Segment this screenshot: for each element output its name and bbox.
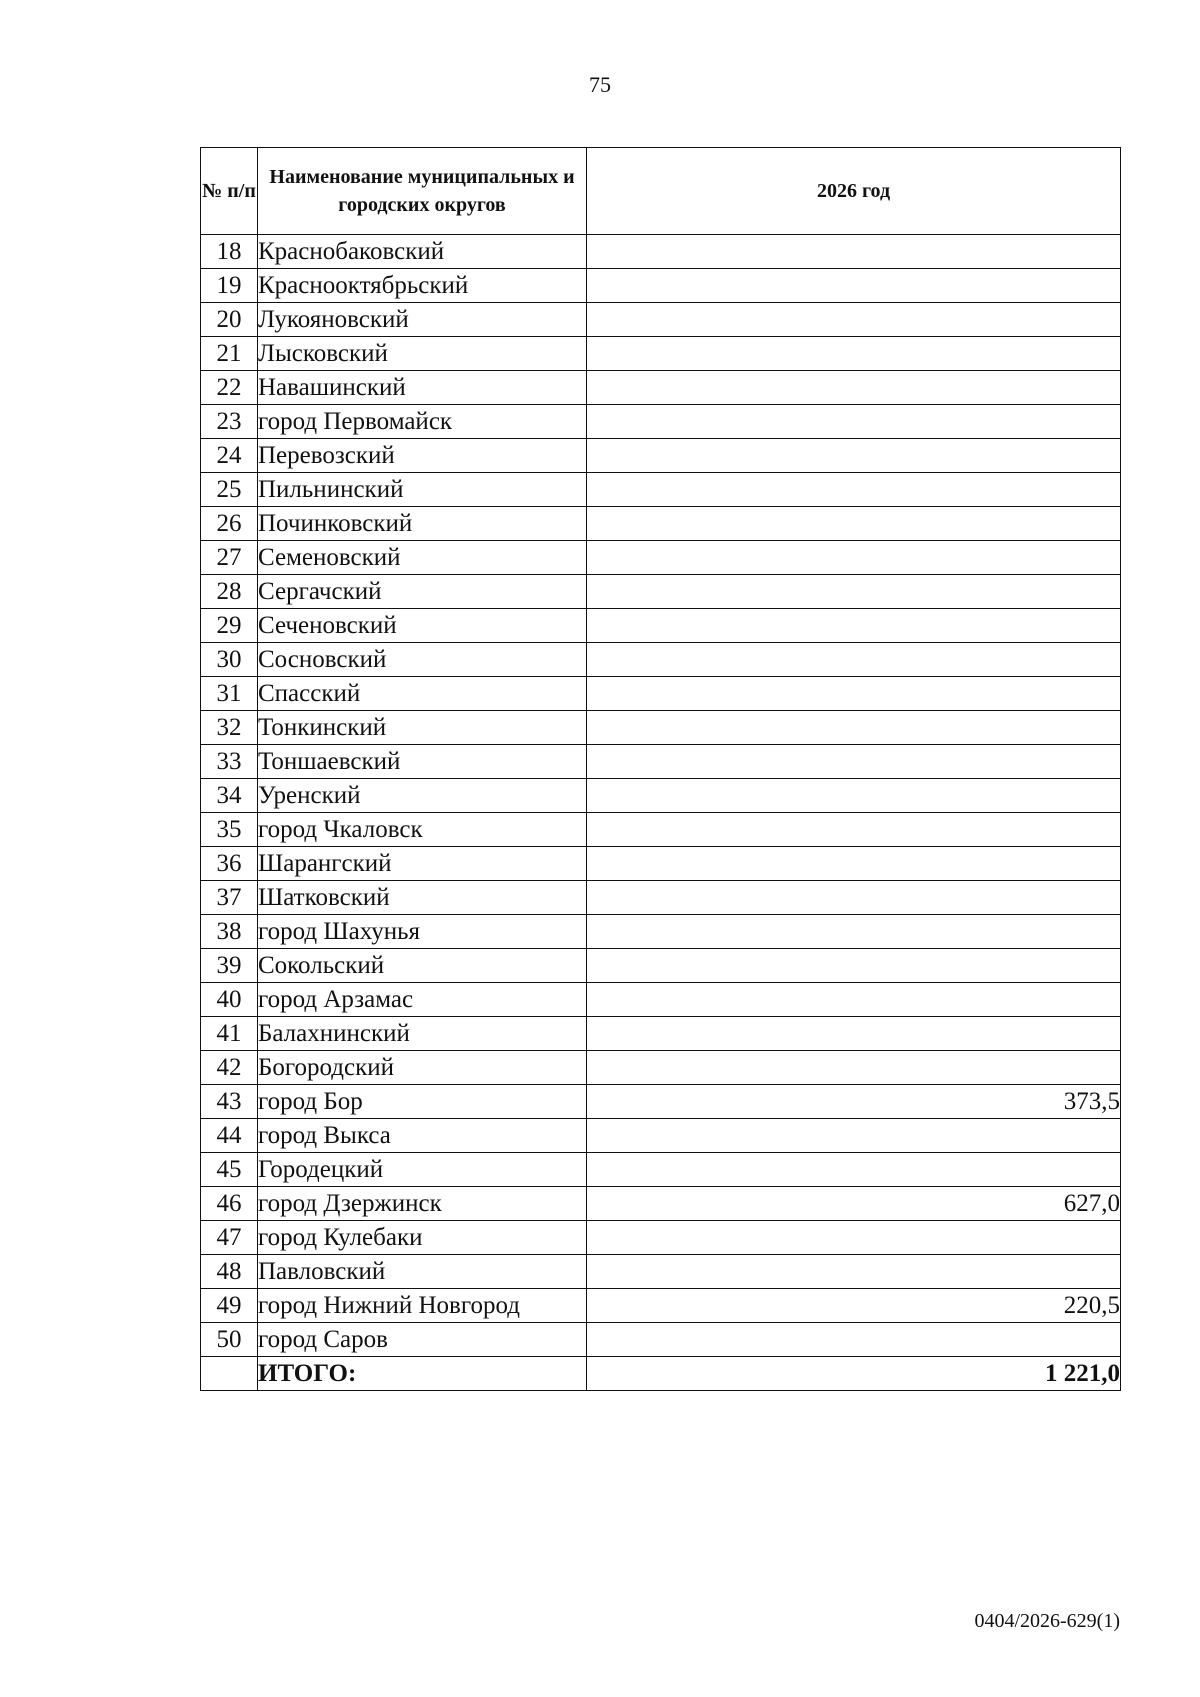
municipality-name-cell: Тонкинский (258, 711, 587, 745)
row-number-cell: 31 (201, 677, 258, 711)
row-number-cell: 34 (201, 779, 258, 813)
municipality-name-cell: Краснобаковский (258, 235, 587, 269)
table-row (201, 1187, 1121, 1221)
row-number-cell: 43 (201, 1085, 258, 1119)
table-row (201, 1323, 1121, 1357)
row-number-cell: 50 (201, 1323, 258, 1357)
municipality-name-cell: Павловский (258, 1255, 587, 1289)
municipality-name-cell: город Чкаловск (258, 813, 587, 847)
municipality-name-cell: Сергачский (258, 575, 587, 609)
municipality-name-cell: Сокольский (258, 949, 587, 983)
row-number-cell: 28 (201, 575, 258, 609)
municipality-name-cell: Шатковский (258, 881, 587, 915)
municipality-name-cell: Семеновский (258, 541, 587, 575)
row-number-cell: 47 (201, 1221, 258, 1255)
row-number-cell: 37 (201, 881, 258, 915)
table-row (201, 473, 1121, 507)
value-2026-cell (587, 983, 1121, 1017)
header-year: 2026 год (587, 148, 1121, 235)
table-row (201, 575, 1121, 609)
table-row (201, 337, 1121, 371)
row-number-cell: 35 (201, 813, 258, 847)
value-2026-cell (587, 779, 1121, 813)
value-2026-cell (587, 235, 1121, 269)
table-row (201, 1255, 1121, 1289)
row-number-cell: 45 (201, 1153, 258, 1187)
table-row (201, 235, 1121, 269)
table-row (201, 1119, 1121, 1153)
value-2026-cell (587, 337, 1121, 371)
table-row (201, 949, 1121, 983)
row-number-cell: 48 (201, 1255, 258, 1289)
row-number-cell: 22 (201, 371, 258, 405)
table-row (201, 541, 1121, 575)
value-2026-cell: 220,5 (587, 1289, 1121, 1323)
row-number-cell: 20 (201, 303, 258, 337)
value-2026-cell (587, 949, 1121, 983)
row-number-cell: 41 (201, 1017, 258, 1051)
row-number-cell: 44 (201, 1119, 258, 1153)
row-number-cell: 21 (201, 337, 258, 371)
row-number-cell: 49 (201, 1289, 258, 1323)
table-row (201, 643, 1121, 677)
table-row (201, 779, 1121, 813)
value-2026-cell (587, 541, 1121, 575)
table-row (201, 371, 1121, 405)
total-value: 1 221,0 (587, 1357, 1121, 1391)
municipality-name-cell: Сосновский (258, 643, 587, 677)
municipality-name-cell: город Бор (258, 1085, 587, 1119)
municipality-name-cell: Сеченовский (258, 609, 587, 643)
value-2026-cell (587, 371, 1121, 405)
row-number-cell: 27 (201, 541, 258, 575)
table-row (201, 745, 1121, 779)
municipality-name-cell: Краснооктябрьский (258, 269, 587, 303)
table-row (201, 507, 1121, 541)
value-2026-cell (587, 1051, 1121, 1085)
row-number-cell: 33 (201, 745, 258, 779)
value-2026-cell (587, 1017, 1121, 1051)
header-name: Наименование муниципальных и городских округов (258, 148, 587, 235)
table-header (201, 148, 1121, 235)
total-row (201, 1357, 1121, 1391)
value-2026-cell (587, 915, 1121, 949)
value-2026-cell (587, 1119, 1121, 1153)
table-row (201, 1289, 1121, 1323)
municipal-table (200, 147, 1121, 1391)
value-2026-cell (587, 507, 1121, 541)
value-2026-cell (587, 269, 1121, 303)
value-2026-cell (587, 439, 1121, 473)
municipality-name-cell: город Дзержинск (258, 1187, 587, 1221)
value-2026-cell (587, 1221, 1121, 1255)
row-number-cell: 19 (201, 269, 258, 303)
municipality-name-cell: город Арзамас (258, 983, 587, 1017)
table-row (201, 847, 1121, 881)
value-2026-cell (587, 609, 1121, 643)
municipality-name-cell: город Нижний Новгород (258, 1289, 587, 1323)
row-number-cell: 40 (201, 983, 258, 1017)
table-row (201, 711, 1121, 745)
table-row (201, 405, 1121, 439)
table-row (201, 1051, 1121, 1085)
table-row (201, 677, 1121, 711)
table-row (201, 1085, 1121, 1119)
value-2026-cell (587, 1323, 1121, 1357)
value-2026-cell (587, 575, 1121, 609)
row-number-cell: 46 (201, 1187, 258, 1221)
table-row (201, 1221, 1121, 1255)
row-number-cell: 26 (201, 507, 258, 541)
municipality-name-cell: Лысковский (258, 337, 587, 371)
municipality-name-cell: Навашинский (258, 371, 587, 405)
table-row (201, 983, 1121, 1017)
document-code: 0404/2026-629(1) (974, 1610, 1120, 1632)
municipality-name-cell: Городецкий (258, 1153, 587, 1187)
row-number-cell: 18 (201, 235, 258, 269)
municipality-name-cell: Спасский (258, 677, 587, 711)
value-2026-cell (587, 711, 1121, 745)
value-2026-cell (587, 677, 1121, 711)
header-num: № п/п (201, 148, 258, 235)
table-row (201, 813, 1121, 847)
page-number: 75 (589, 72, 611, 97)
value-2026-cell (587, 847, 1121, 881)
row-number-cell: 42 (201, 1051, 258, 1085)
row-number-cell: 38 (201, 915, 258, 949)
table-body (201, 235, 1121, 1391)
value-2026-cell (587, 303, 1121, 337)
municipality-name-cell: Балахнинский (258, 1017, 587, 1051)
value-2026-cell (587, 1255, 1121, 1289)
header-row (201, 148, 1121, 235)
table-row (201, 881, 1121, 915)
value-2026-cell (587, 473, 1121, 507)
row-number-cell: 36 (201, 847, 258, 881)
municipality-name-cell: город Саров (258, 1323, 587, 1357)
table-row (201, 915, 1121, 949)
value-2026-cell (587, 813, 1121, 847)
total-num-cell (201, 1357, 258, 1391)
table-row (201, 1153, 1121, 1187)
table-row (201, 609, 1121, 643)
municipality-name-cell: Перевозский (258, 439, 587, 473)
municipality-name-cell: Пильнинский (258, 473, 587, 507)
row-number-cell: 23 (201, 405, 258, 439)
municipality-name-cell: Тоншаевский (258, 745, 587, 779)
municipality-name-cell: Лукояновский (258, 303, 587, 337)
municipality-name-cell: город Выкса (258, 1119, 587, 1153)
municipality-name-cell: Богородский (258, 1051, 587, 1085)
value-2026-cell (587, 745, 1121, 779)
value-2026-cell (587, 405, 1121, 439)
municipality-name-cell: город Первомайск (258, 405, 587, 439)
municipality-name-cell: Уренский (258, 779, 587, 813)
row-number-cell: 25 (201, 473, 258, 507)
row-number-cell: 29 (201, 609, 258, 643)
municipality-name-cell: город Шахунья (258, 915, 587, 949)
row-number-cell: 32 (201, 711, 258, 745)
municipality-name-cell: Починковский (258, 507, 587, 541)
table-row (201, 439, 1121, 473)
value-2026-cell (587, 643, 1121, 677)
value-2026-cell: 627,0 (587, 1187, 1121, 1221)
table-row (201, 269, 1121, 303)
value-2026-cell (587, 881, 1121, 915)
row-number-cell: 30 (201, 643, 258, 677)
value-2026-cell (587, 1153, 1121, 1187)
table-row (201, 303, 1121, 337)
value-2026-cell: 373,5 (587, 1085, 1121, 1119)
row-number-cell: 24 (201, 439, 258, 473)
municipality-name-cell: город Кулебаки (258, 1221, 587, 1255)
table-row (201, 1017, 1121, 1051)
municipality-name-cell: Шарангский (258, 847, 587, 881)
total-label: ИТОГО: (258, 1357, 587, 1391)
row-number-cell: 39 (201, 949, 258, 983)
